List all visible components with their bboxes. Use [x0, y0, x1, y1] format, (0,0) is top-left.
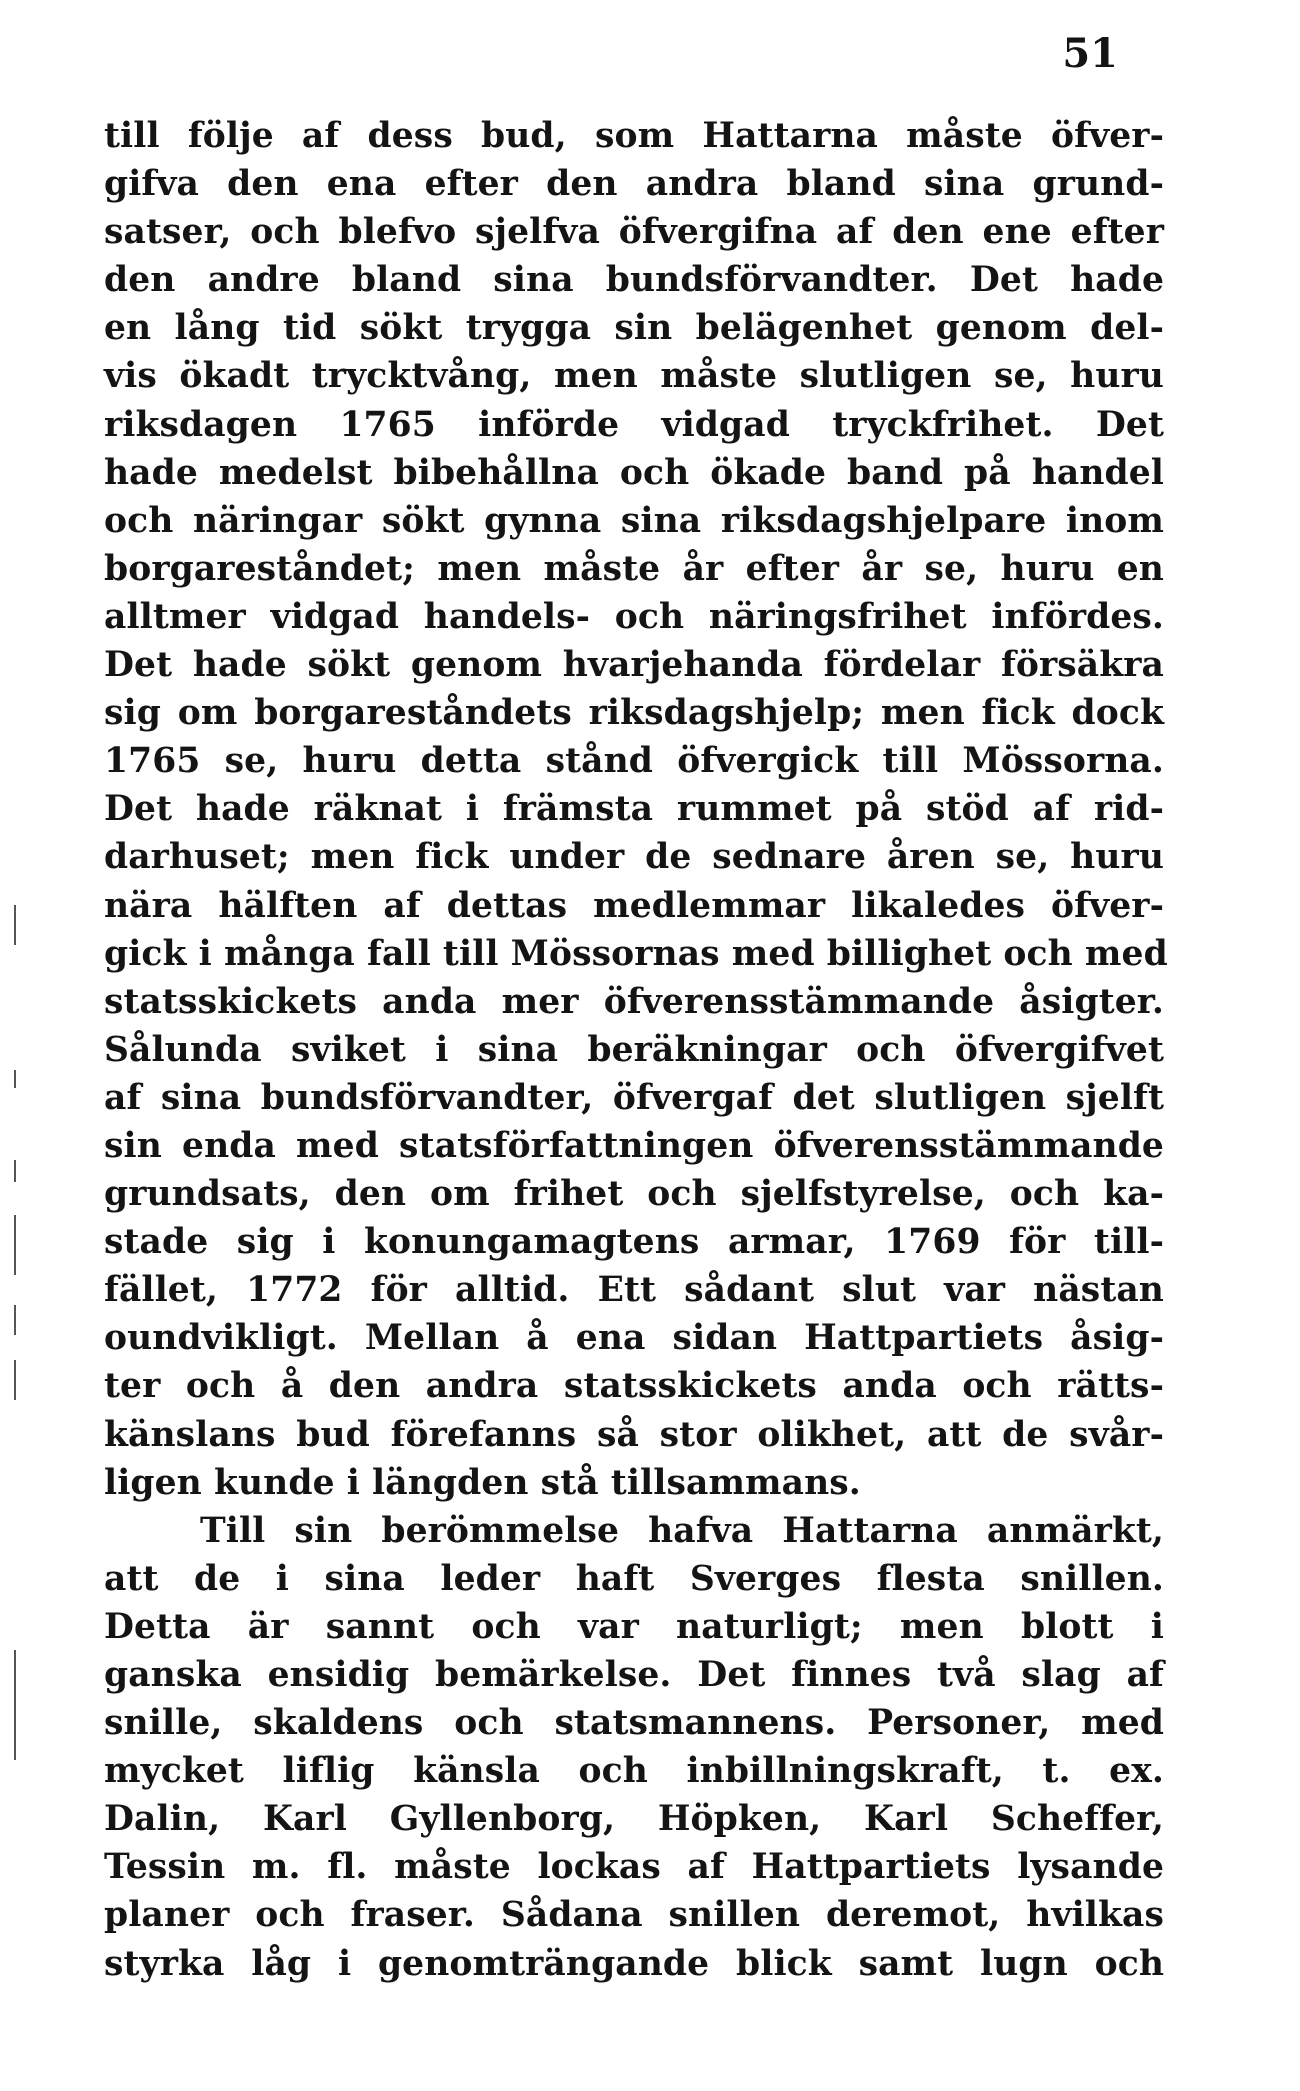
text-line: grundsats, den om frihet och sjelfstyrelse, och ka- — [104, 1174, 1164, 1215]
text-line: alltmer vidgad handels- och näringsfrihet infördes. — [104, 596, 1164, 637]
text-line: statsskickets anda mer öfverensstämmande åsigter. — [104, 981, 1164, 1022]
text-line: Det hade sökt genom hvarjehanda fördelar försäkra — [104, 645, 1164, 686]
scan-margin-mark — [14, 1360, 16, 1400]
text-line: 1765 se, huru detta stånd öfvergick till Mössorna. — [104, 741, 1164, 782]
text-line: snille, skaldens och statsmannens. Personer, med — [104, 1703, 1164, 1744]
text-line: fället, 1772 för alltid. Ett sådant slut var nästan — [104, 1270, 1164, 1311]
text-line: känslans bud förefanns så stor olikhet, att de svår- — [104, 1414, 1164, 1455]
text-line: ligen kunde i längden stå tillsammans. — [104, 1462, 861, 1503]
text-line: nära hälften af dettas medlemmar likaledes öfver- — [104, 885, 1164, 926]
text-line: planer och fraser. Sådana snillen deremot, hvilkas — [104, 1895, 1164, 1936]
text-line: hade medelst bibehållna och ökade band på handel — [104, 452, 1164, 493]
text-line: vis ökadt trycktvång, men måste slutligen se, huru — [104, 356, 1164, 397]
page-number: 51 — [1062, 30, 1118, 77]
text-line: Sålunda sviket i sina beräkningar och öfvergifvet — [104, 1029, 1164, 1070]
text-line: oundvikligt. Mellan å ena sidan Hattpartiets åsig- — [104, 1318, 1164, 1359]
text-line: till följe af dess bud, som Hattarna måste öfver- — [104, 116, 1164, 156]
text-line: mycket liflig känsla och inbillningskraft, t. ex. — [104, 1751, 1164, 1792]
text-line: af sina bundsförvandter, öfvergaf det slutligen sjelft — [104, 1077, 1164, 1118]
text-line: och näringar sökt gynna sina riksdagshjelpare inom — [104, 500, 1164, 541]
text-line: Till sin berömmelse hafva Hattarna anmärkt, — [200, 1510, 1164, 1551]
text-line: sig om borgareståndets riksdagshjelp; men fick dock — [104, 693, 1164, 734]
scan-margin-mark — [14, 1305, 16, 1335]
text-line: Detta är sannt och var naturligt; men blott i — [104, 1606, 1164, 1647]
text-line: Tessin m. fl. måste lockas af Hattpartiets lysande — [104, 1847, 1164, 1888]
text-line: gifva den ena efter den andra bland sina grund- — [104, 164, 1164, 205]
text-line: att de i sina leder haft Sverges flesta snillen. — [104, 1558, 1164, 1599]
text-line: gick i många fall till Mössornas med billighet och med — [104, 933, 1168, 974]
text-line: styrka låg i genomträngande blick samt lugn och — [104, 1943, 1164, 1984]
text-line: borgareståndet; men måste år efter år se, huru en — [104, 548, 1164, 589]
text-line: ter och å den andra statsskickets anda och rätts- — [104, 1366, 1164, 1407]
scan-margin-mark — [14, 905, 16, 945]
scan-margin-mark — [14, 1215, 16, 1275]
scan-margin-mark — [14, 1160, 16, 1182]
text-line: stade sig i konungamagtens armar, 1769 för till- — [104, 1222, 1164, 1263]
text-line: darhuset; men fick under de sednare åren se, huru — [104, 837, 1164, 878]
text-line: den andre bland sina bundsförvandter. Det hade — [104, 260, 1164, 301]
text-line: ganska ensidig bemärkelse. Det finnes två slag af — [104, 1655, 1164, 1695]
scan-margin-mark — [14, 1070, 16, 1088]
text-line: en lång tid sökt trygga sin belägenhet genom del- — [104, 308, 1164, 349]
text-line: sin enda med statsförfattningen öfverensstämmande — [104, 1125, 1164, 1166]
text-line: Det hade räknat i främsta rummet på stöd af rid- — [104, 789, 1164, 830]
scan-margin-mark — [14, 1650, 16, 1760]
text-line: riksdagen 1765 införde vidgad tryckfrihet. Det — [104, 404, 1164, 445]
text-line: Dalin, Karl Gyllenborg, Höpken, Karl Scheffer, — [104, 1799, 1164, 1840]
text-line: satser, och blefvo sjelfva öfvergifna af den ene efter — [104, 212, 1164, 253]
body-text — [104, 112, 1168, 1988]
